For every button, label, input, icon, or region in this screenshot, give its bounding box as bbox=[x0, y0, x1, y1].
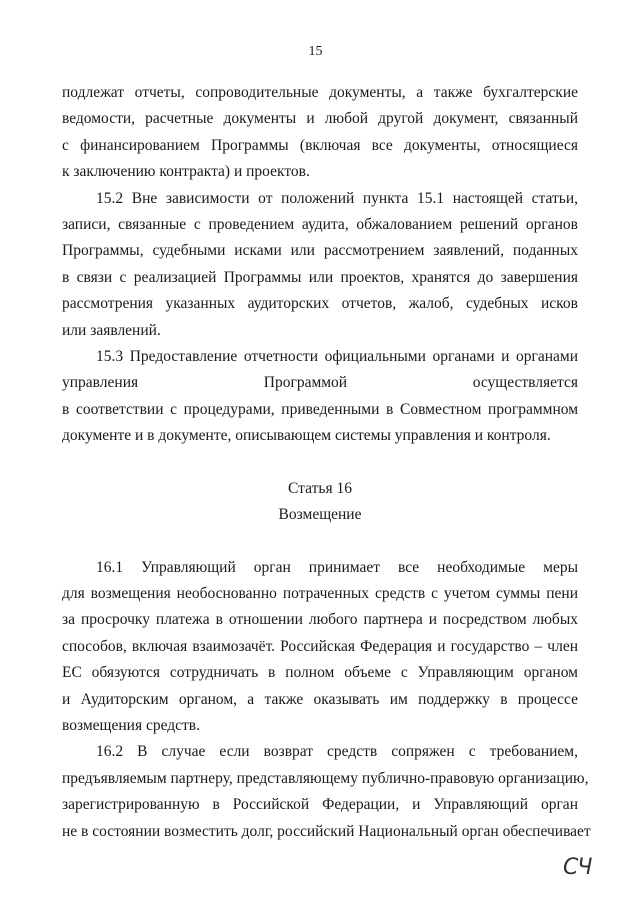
document-body bbox=[62, 80, 591, 845]
text-line: и Аудиторским органом, а также оказывать им поддержку в процессе bbox=[62, 690, 578, 708]
text-line: подлежат отчеты, сопроводительные документы, а также бухгалтерские bbox=[62, 84, 578, 101]
text-line: 15.2 Вне зависимости от положений пункта 15.1 настоящей статьи, bbox=[96, 189, 578, 207]
text-line: с финансированием Программы (включая все документы, относящиеся bbox=[62, 136, 578, 154]
text-line: возмещения средств. bbox=[62, 716, 201, 734]
text-line: или заявлений. bbox=[62, 321, 161, 339]
text-line: за просрочку платежа в отношении любого партнера и посредством любых bbox=[62, 611, 578, 629]
text-line: 16.1 Управляющий орган принимает все необходимые меры bbox=[96, 558, 578, 576]
text-line: ЕС обязуются сотрудничать в полном объеме с Управляющим органом bbox=[62, 664, 578, 682]
paragraph-16-1 bbox=[62, 555, 578, 740]
article-heading bbox=[62, 476, 578, 529]
paragraph-continuation bbox=[62, 80, 578, 186]
text-line: управления Программой осуществляется bbox=[62, 374, 578, 392]
article-number: Статья 16 bbox=[288, 479, 352, 497]
text-line: Программы, судебными исками или рассмотрением заявлений, поданных bbox=[62, 242, 578, 260]
handwritten-initials: СЧ bbox=[563, 855, 592, 880]
text-line: зарегистрированную в Российской Федерации, и Управляющий орган bbox=[62, 796, 578, 814]
paragraph-15-2 bbox=[62, 186, 578, 344]
text-line: 15.3 Предоставление отчетности официальными органами и органами bbox=[96, 348, 578, 366]
text-line: в соответствии с процедурами, приведенными в Совместном программном bbox=[62, 400, 578, 418]
text-line: ведомости, расчетные документы и любой другой документ, связанный bbox=[62, 110, 578, 128]
text-line: предъявляемым партнеру, представляющему публично-правовую организацию, bbox=[62, 769, 589, 787]
spacer bbox=[62, 450, 578, 476]
page-number: 15 bbox=[308, 44, 323, 59]
paragraph-16-2 bbox=[62, 739, 591, 845]
text-line: для возмещения необоснованно потраченных средств с учетом суммы пени bbox=[62, 584, 578, 602]
text-line: записи, связанные с проведением аудита, обжалованием решений органов bbox=[62, 216, 578, 234]
text-line: к заключению контракта) и проектов. bbox=[62, 163, 310, 181]
text-line: рассмотрения указанных аудиторских отчетов, жалоб, судебных исков bbox=[62, 295, 578, 313]
text-line: способов, включая взаимозачёт. Российская Федерация и государство – член bbox=[62, 637, 578, 655]
text-line: документе и в документе, описывающем системы управления и контроля. bbox=[62, 427, 551, 445]
text-line: не в состоянии возместить долг, российский Национальный орган обеспечивает bbox=[62, 822, 591, 840]
spacer bbox=[62, 529, 578, 555]
paragraph-15-3 bbox=[62, 344, 578, 450]
article-title: Возмещение bbox=[278, 506, 362, 524]
text-line: 16.2 В случае если возврат средств сопряжен с требованием, bbox=[96, 743, 578, 761]
text-line: в связи с реализацией Программы или проектов, хранятся до завершения bbox=[62, 268, 578, 286]
